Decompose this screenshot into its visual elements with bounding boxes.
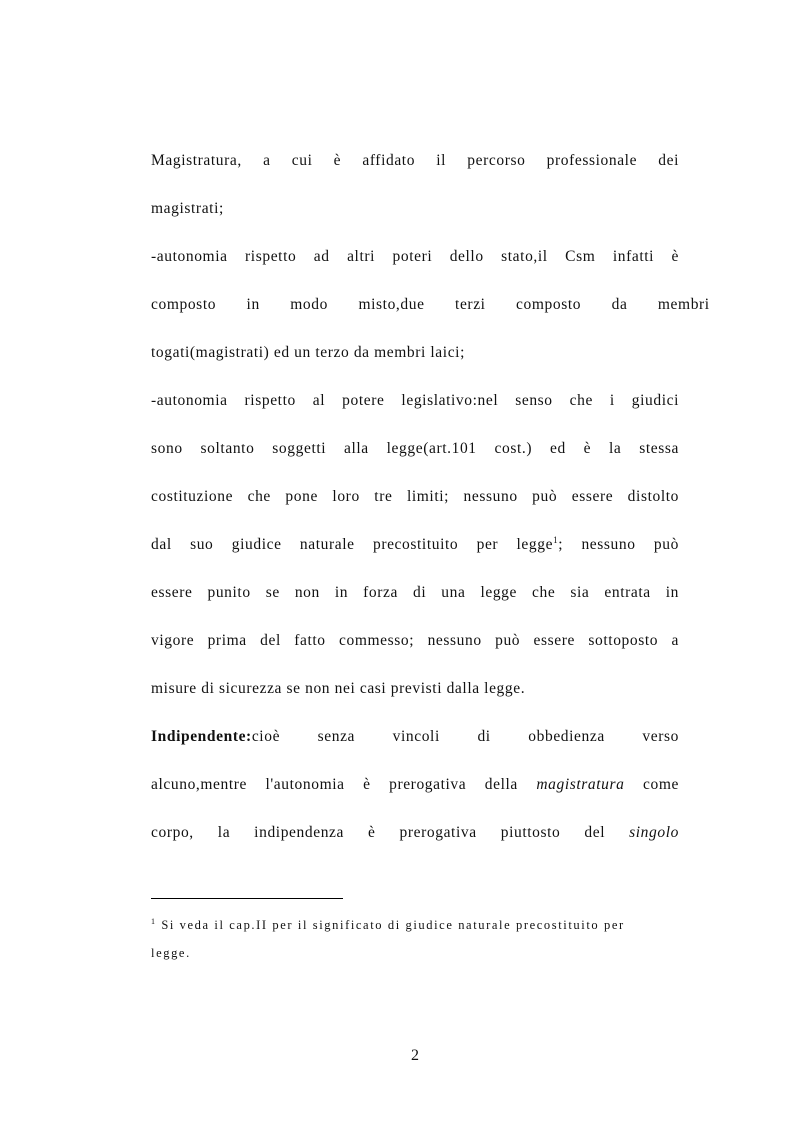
footnote-marker: 1: [151, 916, 157, 926]
line-text: corpo, la indipendenza è prerogativa piuttosto del: [151, 824, 630, 841]
body-line: [151, 775, 679, 795]
page-number: 2: [411, 1047, 419, 1064]
footnote: [151, 917, 679, 933]
body-line: -autonomia rispetto ad altri poteri dello stato,il Csm infatti è: [151, 248, 679, 265]
line-text: dal suo giudice naturale precostituito per legge: [151, 536, 554, 553]
footnote-continuation: legge.: [151, 946, 191, 960]
footnote-ref[interactable]: 1: [553, 534, 559, 545]
body-line-with-footnote-ref: [151, 535, 679, 555]
line-text: alcuno,mentre l'autonomia è prerogativa della: [151, 776, 537, 793]
line-text: ; nessuno può: [558, 536, 679, 553]
bold-term: Indipendente:: [151, 728, 252, 745]
body-line: sono soltanto soggetti alla legge(art.101 cost.) ed è la stessa: [151, 440, 679, 457]
body-line: vigore prima del fatto commesso; nessuno può essere sottoposto a: [151, 632, 679, 649]
body-line: Magistratura, a cui è affidato il percorso professionale dei: [151, 152, 679, 169]
body-line: togati(magistrati) ed un terzo da membri laici;: [151, 344, 465, 361]
line-text: cioè senza vincoli di obbedienza verso: [251, 728, 679, 745]
body-line: costituzione che pone loro tre limiti; nessuno può essere distolto: [151, 488, 679, 505]
body-line: magistrati;: [151, 200, 224, 217]
italic-term: singolo: [629, 824, 679, 841]
body-line: -autonomia rispetto al potere legislativo:nel senso che i giudici: [151, 392, 679, 409]
body-line: essere punito se non in forza di una legge che sia entrata in: [151, 584, 679, 601]
line-text: come: [624, 776, 679, 793]
footnote-text: Si veda il cap.II per il significato di giudice naturale precostituito per: [156, 918, 625, 932]
body-line-indipendente: [151, 727, 679, 747]
body-line: [151, 823, 679, 843]
body-line: composto in modo misto,due terzi composto da membri: [151, 296, 710, 313]
footnote-separator: [151, 898, 343, 899]
italic-term: magistratura: [536, 776, 625, 793]
body-line: misure di sicurezza se non nei casi previsti dalla legge.: [151, 680, 526, 697]
